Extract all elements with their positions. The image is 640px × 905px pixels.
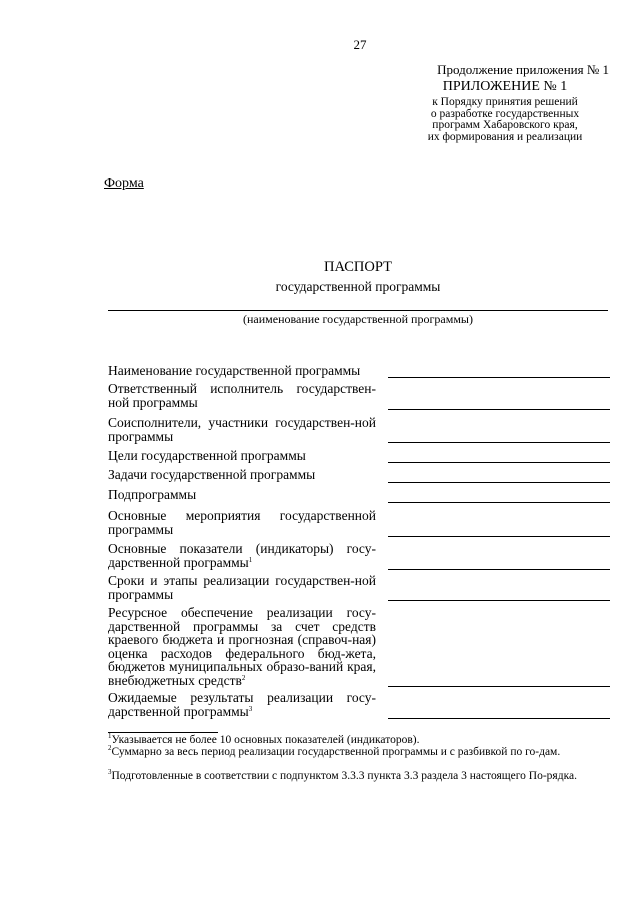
row-label [108, 382, 376, 409]
footnote-text: Указывается не более 10 основных показателей (индикаторов). [111, 734, 420, 746]
program-name-line [108, 310, 608, 311]
row-label [108, 606, 376, 687]
footnote-number: 3 [108, 768, 112, 776]
appendix-line: их формирования и реализации [427, 130, 583, 143]
footnote-ref: 1 [248, 555, 253, 564]
row-fill-line[interactable] [388, 536, 610, 537]
appendix-title: ПРИЛОЖЕНИЕ № 1 [442, 79, 568, 94]
passport-title: ПАСПОРТ [324, 259, 392, 275]
form-label: Форма [104, 176, 144, 191]
row-label-text: Соисполнители, участники государствен-ной программы [108, 415, 376, 444]
row-label [108, 364, 376, 378]
footnote-text-block [108, 732, 610, 747]
row-label-text: Цели государственной программы [108, 448, 306, 463]
row-label [108, 509, 376, 536]
footnote [108, 768, 610, 783]
row-label-text: Основные мероприятия государственной программы [108, 508, 376, 537]
row-label [108, 449, 376, 463]
row-label [108, 574, 376, 601]
footnote [108, 744, 610, 759]
row-fill-line[interactable] [388, 569, 610, 570]
row-fill-line[interactable] [388, 442, 610, 443]
footnote [108, 732, 610, 747]
footnote-text-block [108, 768, 610, 783]
footnote-text: Подготовленные в соответствии с подпунктом 3.3.3 пункта 3.3 раздела 3 настоящего По-рядка. [111, 770, 577, 782]
row-label [108, 542, 376, 569]
row-label [108, 416, 376, 443]
row-label-text: Подпрограммы [108, 487, 197, 502]
passport-subtitle: государственной программы [275, 279, 441, 294]
row-label-text: Сроки и этапы реализации государствен-ной программы [108, 573, 376, 602]
footnote-number: 2 [108, 744, 112, 752]
row-label-text: Ожидаемые результаты реализации госу-дарственной программы [108, 690, 376, 719]
row-fill-line[interactable] [388, 502, 610, 503]
footnote-number: 1 [108, 732, 112, 740]
row-label-text: Ответственный исполнитель государствен-ной программы [108, 381, 376, 410]
program-name-caption: (наименование государственной программы) [243, 312, 473, 326]
footnote-separator [108, 732, 218, 733]
row-fill-line[interactable] [388, 462, 610, 463]
footnote-ref: 3 [248, 704, 253, 713]
row-fill-line[interactable] [388, 377, 610, 378]
continuation-note: Продолжение приложения № 1 [437, 62, 609, 77]
appendix-header [400, 78, 610, 143]
footnote-ref: 2 [241, 673, 246, 682]
row-label-text: Ресурсное обеспечение реализации госу-дарственной программы за счет средств краевого бюджета и прогнозная (справоч-ная) оценка расходов федерального бюд-жета, бюджетов муниципальных образо-ваний края, внебюджетных средств [108, 605, 376, 688]
row-label-text: Задачи государственной программы [108, 467, 316, 482]
row-fill-line[interactable] [388, 718, 610, 719]
row-label-text: Наименование государственной программы [108, 363, 361, 378]
page-number: 27 [353, 37, 367, 52]
appendix-line: программ Хабаровского края, [432, 119, 578, 131]
appendix-line: к Порядку принятия решений [432, 96, 578, 108]
row-fill-line[interactable] [388, 600, 610, 601]
row-fill-line[interactable] [388, 482, 610, 483]
row-label [108, 488, 376, 502]
row-label-text: Основные показатели (индикаторы) госу-дарственной программы [108, 541, 376, 570]
footnote-text-block [108, 744, 610, 759]
footnote-text: Суммарно за весь период реализации государственной программы и с разбивкой по го-дам. [111, 746, 561, 758]
row-label [108, 468, 376, 482]
row-label [108, 691, 376, 718]
row-fill-line[interactable] [388, 409, 610, 410]
appendix-line: о разработке государственных [430, 107, 580, 120]
row-fill-line[interactable] [388, 686, 610, 687]
appendix-description [400, 97, 610, 143]
